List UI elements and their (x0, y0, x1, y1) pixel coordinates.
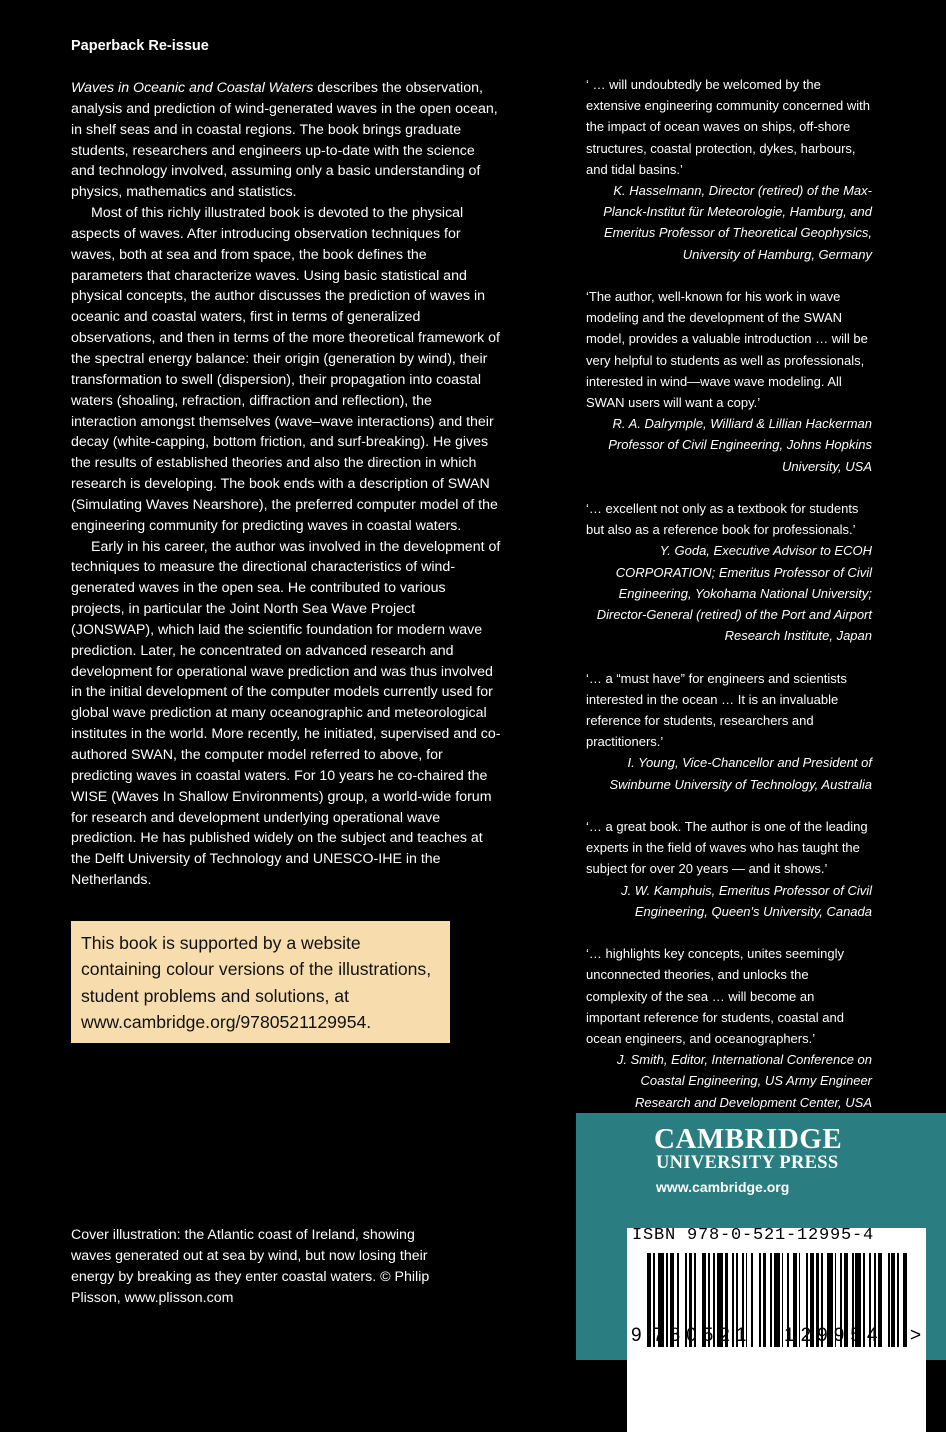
review-quote (586, 74, 872, 265)
review-quote (586, 498, 872, 646)
isbn-barcode (627, 1228, 926, 1432)
review-quote (586, 668, 872, 795)
quote-attribution: J. W. Kamphuis, Emeritus Professor of Civil Engineering, Queen's University, Canada (621, 882, 872, 919)
quote-attribution: Y. Goda, Executive Advisor to ECOH CORPORATION; Emeritus Professor of Civil Engineering, Yokohama National University; Director-General (retired) of the Port and Airport Research Institute, Japan (596, 543, 872, 644)
barcode-left-group: 780521 (653, 1325, 753, 1346)
quote-text: ‘… highlights key concepts, unites seemingly unconnected theories, and unlocks the complexity of the sea … will become an important reference for students, coastal and ocean engineers, and oceanographers.’ (586, 946, 844, 1047)
review-quote (586, 286, 872, 477)
barcode-end-mark: > (910, 1325, 922, 1346)
description-paragraph-1-text: describes the observation, analysis and prediction of wind-generated waves in the open ocean, in shelf seas and in coastal regions. The book brings graduate students, researchers and engineers up-to-date with the science and technology involved, assuming only a basic understanding of physics, mathematics and statistics. (71, 80, 498, 201)
quote-attribution: K. Hasselmann, Director (retired) of the Max-Planck-Institut für Meteorologie, Hamburg, and Emeritus Professor of Theoretical Geophysics, University of Hamburg, Germany (603, 183, 872, 262)
quote-text: ‘ … will undoubtedly be welcomed by the extensive engineering community concerned with the impact of ocean waves on ships, off-shore structures, coastal protection, dykes, harbours, and tidal basins.’ (586, 77, 870, 177)
quote-text: ‘The author, well-known for his work in wave modeling and the development of the SWAN model, provides a valuable introduction … will be very helpful to students as well as professionals, interested in wind—wave wave modeling. All SWAN users will want a copy.’ (586, 289, 868, 411)
book-description (71, 78, 501, 891)
website-note-box: This book is supported by a website containing colour versions of the illustrations, student problems and solutions, at www.cambridge.org/9780521129954. (71, 921, 450, 1043)
quote-text: ‘… a “must have” for engineers and scientists interested in the ocean … It is an invaluable reference for students, researchers and practitioners.’ (586, 670, 847, 750)
quote-attribution: J. Smith, Editor, International Conference on Coastal Engineering, US Army Engineer Research and Development Center, USA (616, 1052, 872, 1110)
quote-text: ‘… a great book. The author is one of the leading experts in the field of waves who has taught the subject for over 20 years — and it shows.’ (586, 819, 868, 877)
quote-attribution: R. A. Dalrymple, Williard & Lillian Hackerman Professor of Civil Engineering, Johns Hopkins University, USA (608, 416, 872, 474)
publisher-panel (576, 1113, 946, 1360)
publisher-url: www.cambridge.org (656, 1179, 790, 1195)
barcode-first-digit: 9 (631, 1325, 642, 1346)
book-title: Waves in Oceanic and Coastal Waters (71, 80, 314, 96)
publisher-press: UNIVERSITY PRESS (656, 1153, 839, 1173)
review-quote (586, 943, 872, 1113)
reissue-label: Paperback Re-issue (71, 38, 209, 54)
publisher-name: CAMBRIDGE (654, 1123, 843, 1155)
cover-illustration-credit: Cover illustration: the Atlantic coast of Ireland, showing waves generated out at sea by wind, but now losing their energy by breaking as they enter coastal waters. © Philip Plisson, www.plisson.com (71, 1227, 430, 1306)
description-paragraph-1 (71, 78, 501, 203)
review-quotes (586, 74, 872, 1134)
description-paragraph-2: Most of this richly illustrated book is devoted to the physical aspects of waves. After introducing observation techniques for waves, both at sea and from space, the book defines the parameters that characterize waves. Using basic statistical and physical concepts, the author discusses the prediction of waves in oceanic and coastal waters, first in terms of generalized observations, and then in terms of the more theoretical framework of the spectral energy balance: their origin (generation by wind), their transformation to swell (dispersion), their propagation into coastal waters (shoaling, refraction, diffraction and reflection), the interaction amongst themselves (wave–wave interactions) and their decay (white-capping, bottom friction, and surf-breaking). He gives the results of established theories and also the direction in which research is developing. The book ends with a description of SWAN (Simulating Waves Nearshore), the preferred computer model of the engineering community for predicting waves in coastal waters. (71, 205, 500, 534)
quote-attribution: I. Young, Vice-Chancellor and President of Swinburne University of Technology, Australia (609, 755, 872, 792)
description-paragraph-3: Early in his career, the author was involved in the development of techniques to measure the directional characteristics of wind-generated waves in the open sea. He contributed to various projects, in particular the Joint North Sea Wave Project (JONSWAP), which laid the scientific foundation for modern wave prediction. Later, he concentrated on advanced research and development for operational wave prediction and was thus involved in the initial development of the computer models currently used for global wave prediction at many oceanographic and meteorological institutes in the world. More recently, he initiated, supervised and co-authored SWAN, the computer model referred to above, for predicting waves in coastal waters. For 10 years he co-chaired the WISE (Waves In Shallow Environments) group, a world-wide forum for research and development underlying operational wave prediction. He has published widely on the subject and teaches at the Delft University of Technology and UNESCO-IHE in the Netherlands. (71, 538, 501, 889)
barcode-right-group: 129954 (784, 1325, 884, 1346)
review-quote (586, 816, 872, 922)
isbn-label: ISBN 978-0-521-12995-4 (632, 1226, 875, 1245)
quote-text: ‘… excellent not only as a textbook for students but also as a reference book for professionals.’ (586, 501, 859, 538)
barcode-stripe (907, 1253, 909, 1347)
